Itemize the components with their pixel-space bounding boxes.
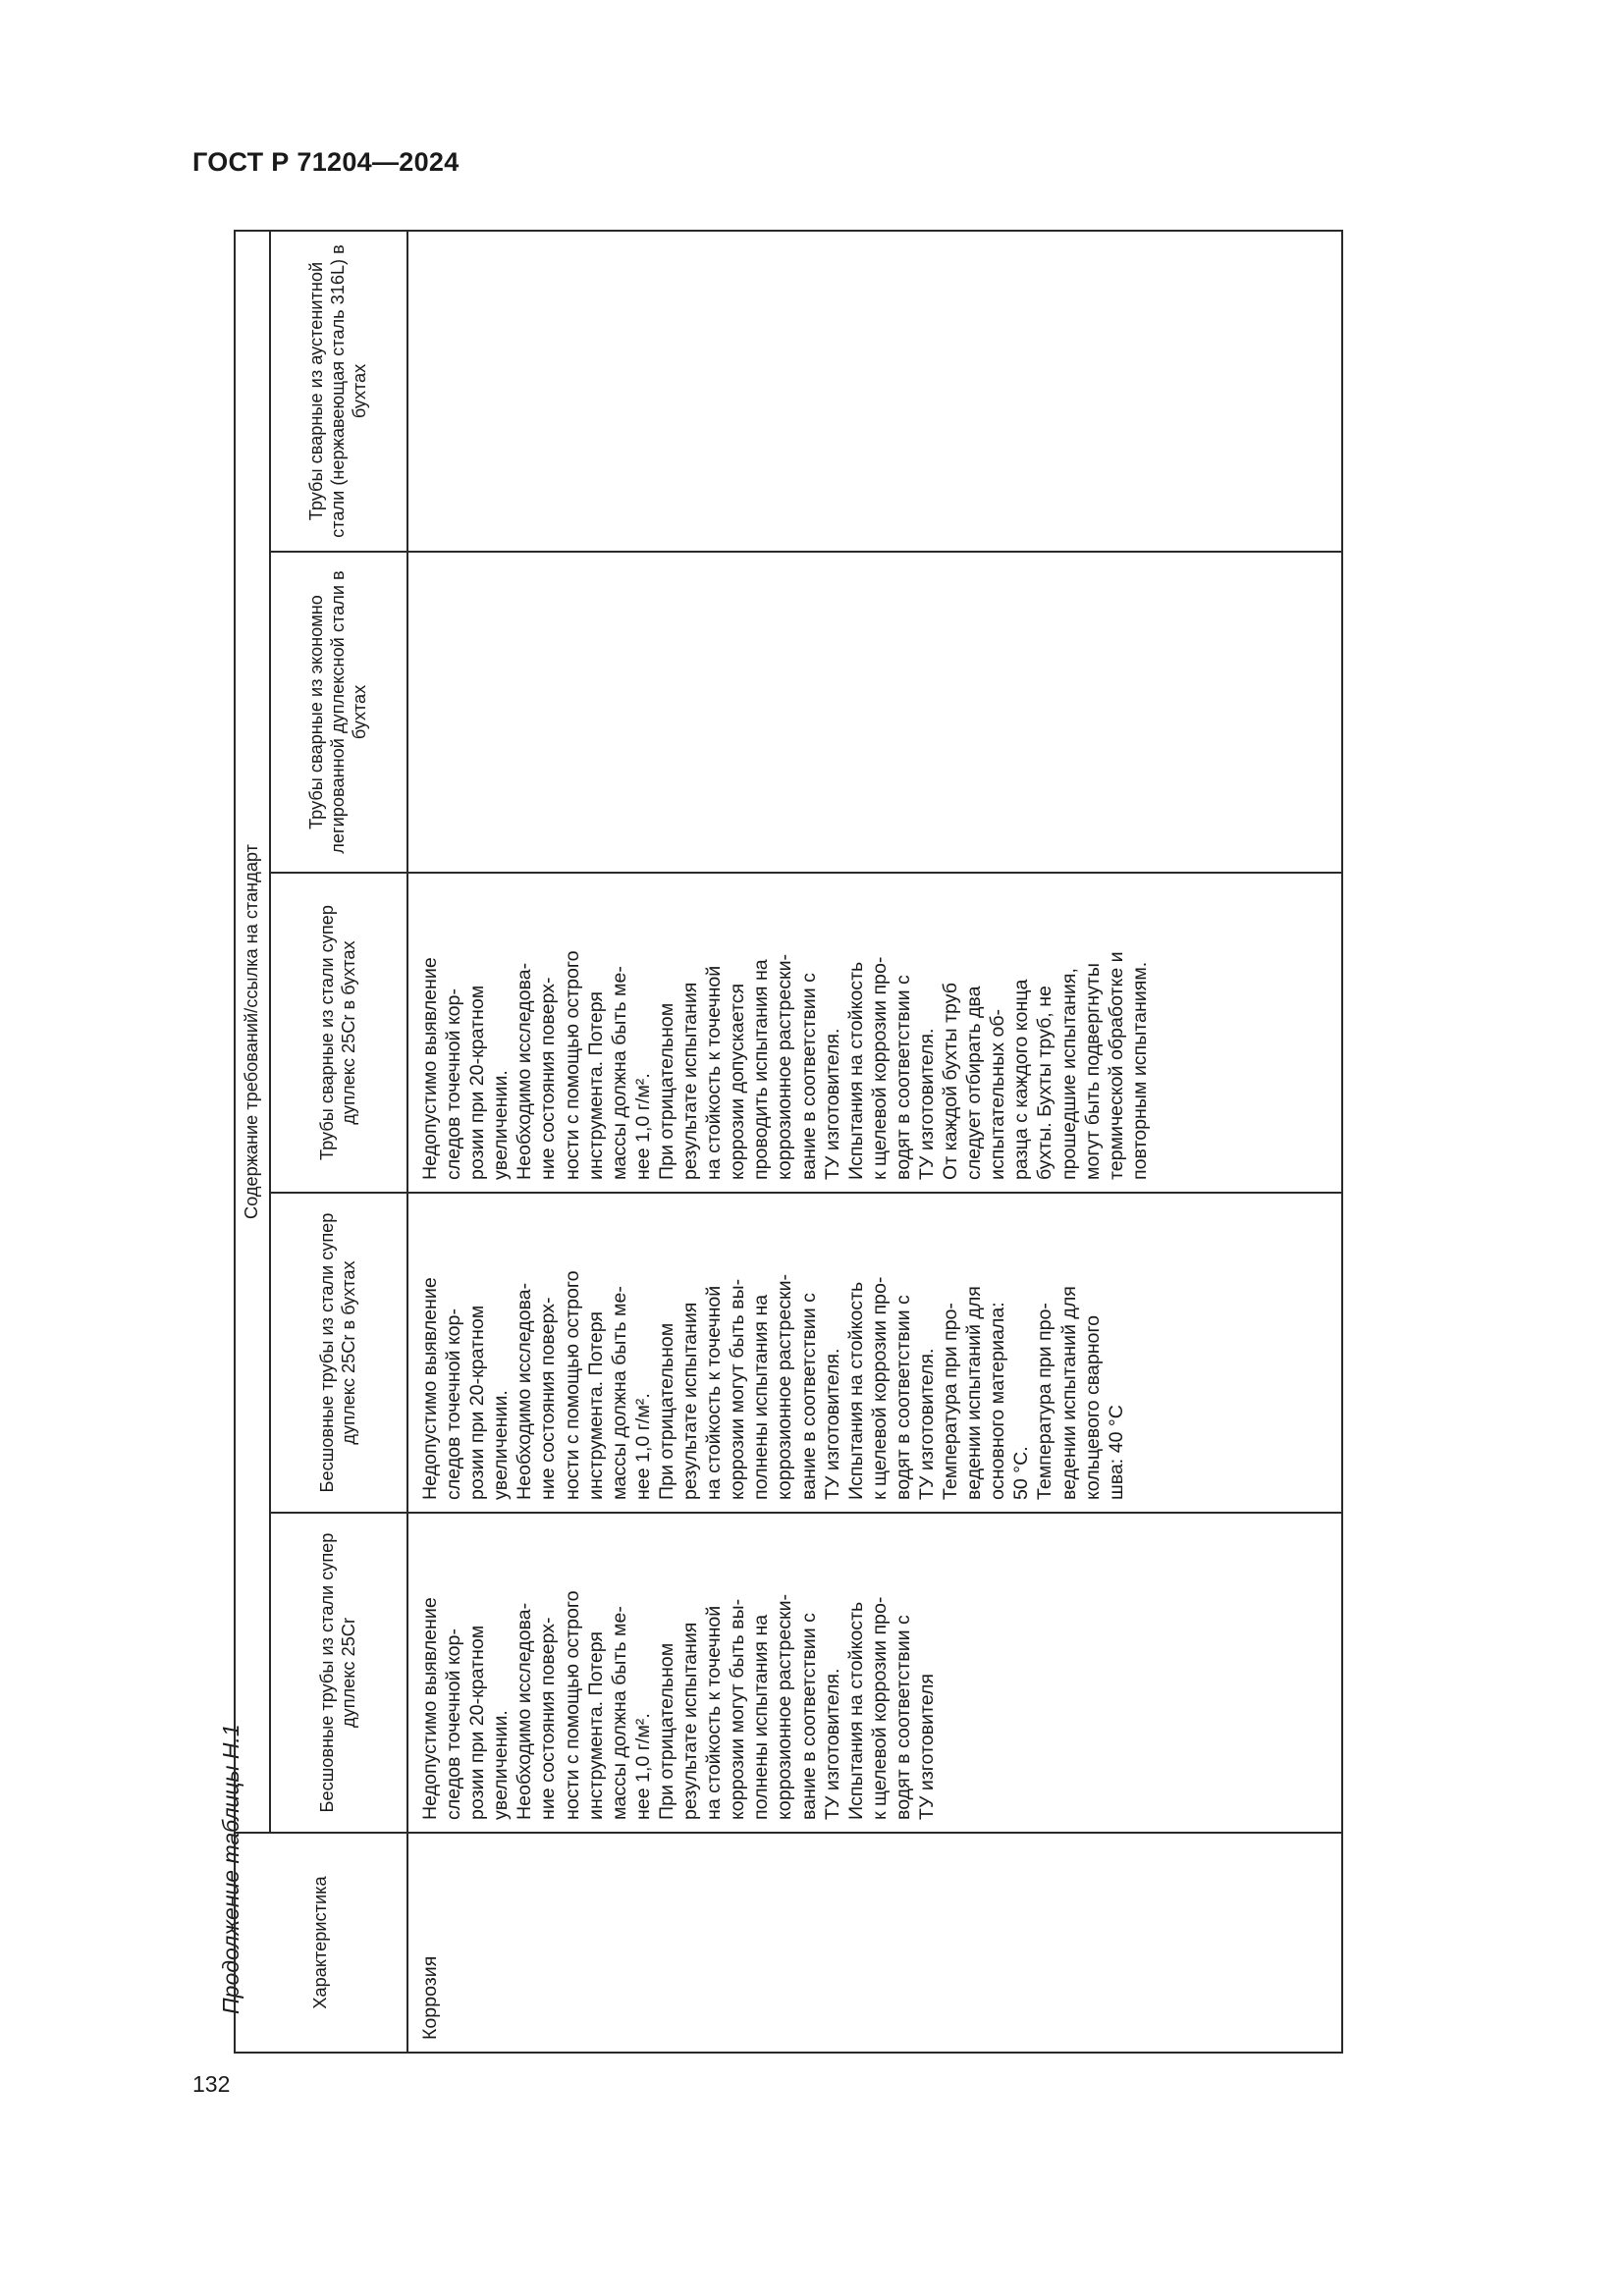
- cell-text-line: результате испытания: [679, 1302, 702, 1500]
- cell-col3-text: [408, 874, 1152, 1192]
- cell-text-line: При отрицательном: [655, 1322, 677, 1500]
- cell-text-line: шва: 40 °С: [1105, 1405, 1127, 1500]
- header-characteristic: Характеристика: [235, 1833, 407, 2053]
- cell-col2-text: [408, 1194, 1128, 1512]
- cell-text-line: полнены испытания на: [750, 1294, 773, 1500]
- cell-text-line: розии при 20-кратном: [466, 1625, 489, 1820]
- requirements-table: [234, 230, 1343, 2054]
- cell-text-line: вание в соответствии с: [797, 1293, 820, 1500]
- cell-text-line: ведении испытаний для: [1057, 1286, 1080, 1500]
- cell-text-line: к щелевой коррозии про-: [868, 1596, 891, 1820]
- cell-text-line: ТУ изготовителя.: [915, 1348, 938, 1500]
- cell-text-line: водят в соответствии с: [892, 1295, 914, 1500]
- cell-text-line: следов точечной кор-: [443, 988, 465, 1180]
- header-col-seamless-25cr-coils: Бесшовные трубы из стали супер дуплекс 25Cr в бухтах: [270, 1193, 407, 1513]
- rotated-table-wrapper: [234, 232, 1343, 2054]
- cell-text-line: Недопустимо выявление: [419, 957, 441, 1180]
- cell-text-line: Необходимо исследова-: [514, 1282, 536, 1500]
- cell-text-line: вание в соответствии с: [797, 973, 820, 1180]
- cell-text-line: кольцевого сварного: [1081, 1314, 1104, 1500]
- cell-text-line: Испытания на стойкость: [844, 1281, 867, 1500]
- cell-text-line: к щелевой коррозии про-: [868, 956, 891, 1180]
- cell-text-line: нее 1,0 г/м².: [631, 1393, 654, 1500]
- table-row-corrosion: [407, 231, 1342, 2053]
- cell-text-line: ние состояния поверх-: [537, 1297, 560, 1500]
- cell-text-line: коррозионное растрески-: [774, 953, 796, 1180]
- header-col-welded-316l-coils: Трубы сварные из аустенитной стали (нержавеющая сталь 316L) в бухтах: [270, 231, 407, 552]
- cell-text-line: 50 °С.: [1010, 1446, 1033, 1500]
- cell-text-line: результате испытания: [679, 982, 702, 1180]
- cell-text-line: на стойкость к точечной: [703, 1605, 726, 1820]
- table-header-row-group: [235, 231, 270, 2053]
- cell-text-line: коррозии могут быть вы-: [727, 1278, 749, 1500]
- cell-text-line: ТУ изготовителя.: [821, 1668, 843, 1820]
- table-continuation-label: Продолжение таблицы Н.1: [218, 1724, 244, 2014]
- cell-text-line: основного материала:: [987, 1302, 1009, 1500]
- header-col-welded-lean-duplex-coils: Трубы сварные из экономно легированной дуплексной стали в бухтах: [270, 552, 407, 873]
- cell-text-line: инструмента. Потеря: [584, 1630, 607, 1820]
- cell-text-line: Испытания на стойкость: [844, 1601, 867, 1820]
- cell-text-line: на стойкость к точечной: [703, 965, 726, 1180]
- cell-text-line: следует отбирать два: [963, 986, 986, 1180]
- cell-text-line: Необходимо исследова-: [514, 1602, 536, 1820]
- cell-text-line: ведении испытаний для: [963, 1286, 986, 1500]
- cell-text-line: коррозии допускается: [727, 983, 749, 1180]
- cell-text-line: полнены испытания на: [750, 1614, 773, 1820]
- cell-text-line: От каждой бухты труб: [940, 983, 962, 1180]
- cell-text-line: Недопустимо выявление: [419, 1597, 441, 1820]
- cell-text-line: Недопустимо выявление: [419, 1277, 441, 1500]
- cell-text-line: ние состояния поверх-: [537, 977, 560, 1180]
- cell-text-line: коррозии могут быть вы-: [727, 1598, 749, 1820]
- cell-text-line: ТУ изготовителя.: [821, 1348, 843, 1500]
- cell-text-line: При отрицательном: [655, 1642, 677, 1820]
- cell-characteristic-corrosion: Коррозия: [407, 1833, 1342, 2053]
- cell-text-line: ние состояния поверх-: [537, 1617, 560, 1820]
- cell-col4-corrosion-empty: [407, 552, 1342, 873]
- cell-text-line: нее 1,0 г/м².: [631, 1713, 654, 1820]
- cell-text-line: массы должна быть ме-: [608, 1286, 630, 1500]
- header-col-seamless-25cr: Бесшовные трубы из стали супер дуплекс 25Cr: [270, 1513, 407, 1833]
- cell-text-line: повторным испытаниям.: [1128, 961, 1151, 1180]
- cell-col2-corrosion: [407, 1193, 1342, 1513]
- cell-text-line: массы должна быть ме-: [608, 1606, 630, 1820]
- cell-text-line: ности с помощью острого: [561, 1590, 583, 1820]
- cell-text-line: Температура при про-: [1034, 1303, 1056, 1500]
- cell-text-line: разца с каждого конца: [1010, 979, 1033, 1180]
- cell-text-line: термической обработке и: [1105, 951, 1127, 1180]
- cell-text-line: увеличении.: [490, 1710, 513, 1820]
- cell-text-line: розии при 20-кратном: [466, 1305, 489, 1500]
- cell-text-line: вание в соответствии с: [797, 1613, 820, 1820]
- cell-col1-text: [408, 1514, 939, 1832]
- cell-text-line: водят в соответствии с: [892, 1615, 914, 1820]
- cell-text-line: к щелевой коррозии про-: [868, 1276, 891, 1500]
- cell-col1-corrosion: [407, 1513, 1342, 1833]
- cell-text-line: ности с помощью острого: [561, 1270, 583, 1500]
- cell-text-line: на стойкость к точечной: [703, 1285, 726, 1500]
- cell-text-line: коррозионное растрески-: [774, 1593, 796, 1820]
- cell-text-line: Испытания на стойкость: [844, 961, 867, 1180]
- cell-text-line: следов точечной кор-: [443, 1629, 465, 1820]
- cell-text-line: ности с помощью острого: [561, 950, 583, 1180]
- cell-text-line: инструмента. Потеря: [584, 1310, 607, 1500]
- cell-text-line: Необходимо исследова-: [514, 962, 536, 1180]
- cell-text-line: результате испытания: [679, 1622, 702, 1820]
- cell-text-line: увеличении.: [490, 1390, 513, 1500]
- cell-text-line: следов точечной кор-: [443, 1308, 465, 1500]
- cell-text-line: ТУ изготовителя: [915, 1673, 938, 1820]
- cell-text-line: ТУ изготовителя.: [915, 1028, 938, 1180]
- cell-col5-corrosion-empty: [407, 231, 1342, 552]
- cell-text-line: водят в соответствии с: [892, 975, 914, 1180]
- cell-text-line: массы должна быть ме-: [608, 966, 630, 1180]
- cell-text-line: прошедшие испытания,: [1057, 968, 1080, 1180]
- cell-text-line: испытательных об-: [987, 1008, 1009, 1180]
- page-number: 132: [192, 2071, 231, 2097]
- cell-col3-corrosion: [407, 873, 1342, 1193]
- cell-text-line: коррозионное растрески-: [774, 1273, 796, 1500]
- cell-text-line: розии при 20-кратном: [466, 985, 489, 1180]
- cell-text-line: увеличении.: [490, 1070, 513, 1180]
- cell-text-line: нее 1,0 г/м².: [631, 1073, 654, 1180]
- cell-text-line: проводить испытания на: [750, 959, 773, 1180]
- cell-text-line: инструмента. Потеря: [584, 990, 607, 1180]
- cell-text-line: ТУ изготовителя.: [821, 1028, 843, 1180]
- cell-text-line: Температура при про-: [940, 1303, 962, 1500]
- table-header-row-columns: [270, 231, 407, 2053]
- document-title: ГОСТ Р 71204—2024: [192, 147, 460, 177]
- cell-text-line: При отрицательном: [655, 1002, 677, 1180]
- header-group-requirements: Содержание требований/ссылка на стандарт: [235, 231, 270, 1833]
- cell-text-line: могут быть подвергнуты: [1081, 963, 1104, 1180]
- cell-text-line: бухты. Бухты труб, не: [1034, 986, 1056, 1180]
- header-col-welded-25cr-coils: Трубы сварные из стали супер дуплекс 25Cr в бухтах: [270, 873, 407, 1193]
